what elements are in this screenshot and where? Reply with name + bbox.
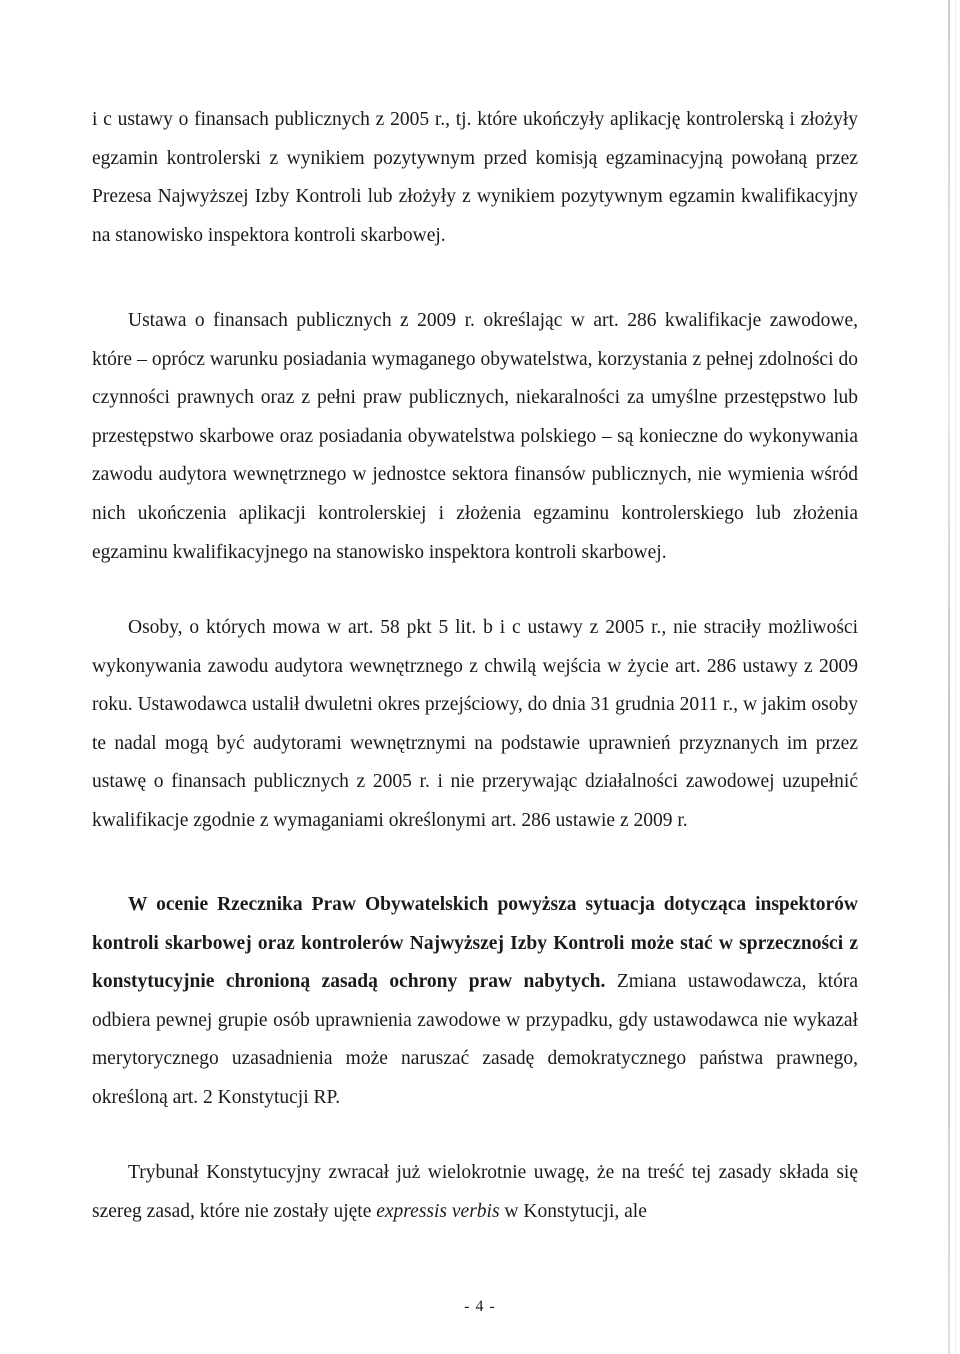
- paragraph-ustawa-2009: [92, 302, 858, 572]
- paragraph-end: w Konstytucji, ale: [499, 1200, 647, 1222]
- paragraph-start: Trybunał Konstytucyjny zwracał już wielokrotnie uwagę, że na treść tej zasady składa się szereg zasad, które nie zostały ujęte: [92, 1162, 858, 1222]
- paragraph-rpo-opinion: [92, 886, 858, 1118]
- paragraph-text: i c ustawy o finansach publicznych z 2005 r., tj. które ukończyły aplikację kontrolerską i złożyły egzamin kontrolerski z wynikiem pozytywnym przed komisją egzaminacyjną powołaną przez Prezesa Najwyższej Izby Kontroli lub złożyły z wynikiem pozytywnym egzamin kwalifikacyjny na stanowisko inspektora kontroli skarbowej.: [92, 109, 858, 246]
- paragraph-osoby: [92, 609, 858, 841]
- latin-phrase: expressis verbis: [376, 1200, 500, 1222]
- scan-edge-line: [948, 0, 950, 1354]
- paragraph-text: Ustawa o finansach publicznych z 2009 r. określając w art. 286 kwalifikacje zawodowe, które – oprócz warunku posiadania wymaganego obywatelstwa, korzystania z pełnej zdolności do czynności prawnych oraz z pełni praw publicznych, niekaralności za umyślne przestępstwo lub przestępstwo skarbowe oraz posiadania obywatelstwa polskiego – są konieczne do wykonywania zawodu audytora wewnętrznego w jednostce sektora finansów publicznych, nie wymienia wśród nich ukończenia aplikacji kontrolerskiej i złożenia egzaminu kontrolerskiego lub złożenia egzaminu kwalifikacyjnego na stanowisko inspektora kontroli skarbowej.: [92, 310, 858, 563]
- paragraph-continuation: [92, 101, 858, 255]
- paragraph-text: Osoby, o których mowa w art. 58 pkt 5 lit. b i c ustawy z 2005 r., nie straciły możliwości wykonywania zawodu audytora wewnętrznego z chwilą wejścia w życie art. 286 ustawy z 2009 roku. Ustawodawca ustalił dwuletni okres przejściowy, do dnia 31 grudnia 2011 r., w jakim osoby te nadal mogą być audytorami wewnętrznymi na podstawie uprawnień przyznanych im przez ustawę o finansach publicznych z 2005 r. i nie przerywając działalności zawodowej uzupełnić kwalifikacje zgodnie z wymaganiami określonymi art. 286 ustawie z 2009 r.: [92, 617, 858, 831]
- paragraph-trybunal: [92, 1154, 858, 1231]
- scan-edge-line: [955, 0, 956, 1354]
- bold-statement: W ocenie Rzecznika Praw Obywatelskich powyższa sytuacja dotycząca inspektorów kontroli skarbowej oraz kontrolerów Najwyższej Izby Kontroli może stać w sprzeczności z konstytucyjnie chronioną zasadą ochrony praw nabytych.: [92, 894, 858, 993]
- paragraph-rest: Zmiana ustawodawcza, która odbiera pewnej grupie osób uprawnienia zawodowe w przypadku, gdy ustawodawca nie wykazał merytorycznego uzasadnienia może naruszać zasadę demokratycznego państwa prawnego, określoną art. 2 Konstytucji RP.: [92, 971, 858, 1108]
- page-number: - 4 -: [464, 1298, 496, 1315]
- paragraph-text: [92, 1154, 858, 1231]
- paragraph-text: [92, 886, 858, 1118]
